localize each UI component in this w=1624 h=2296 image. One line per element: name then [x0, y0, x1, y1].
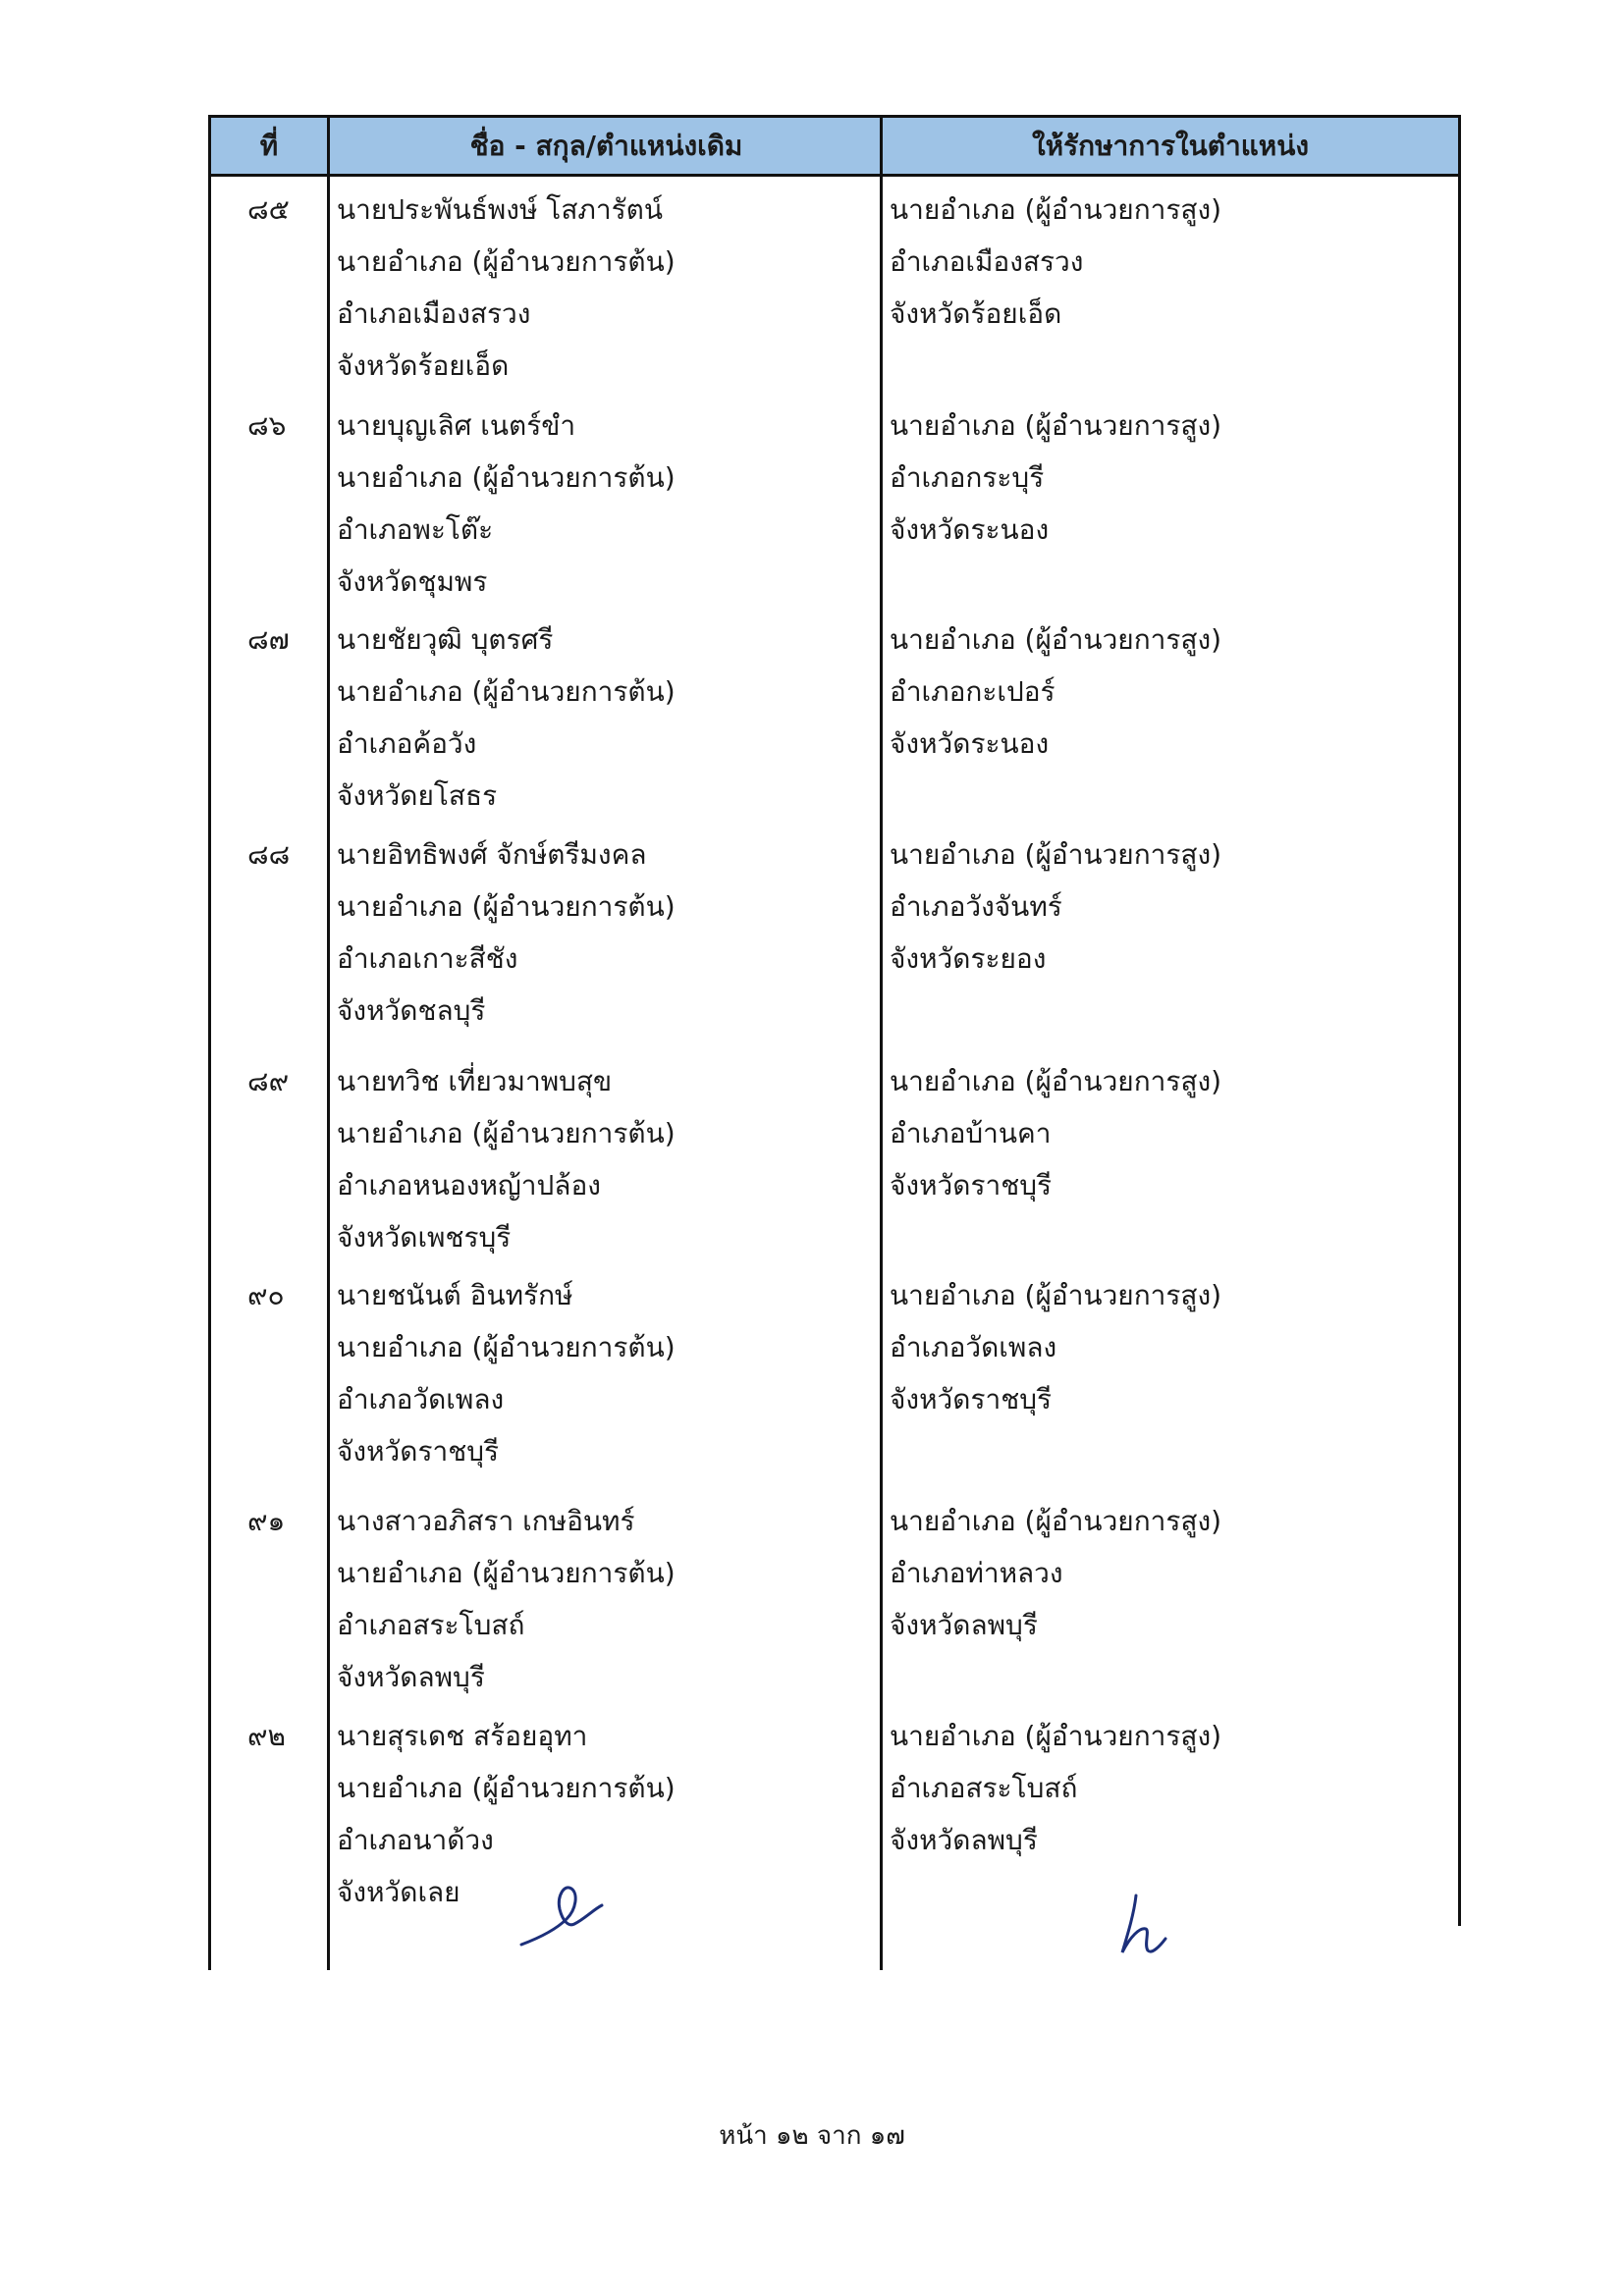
row-number: ๙๐ — [247, 1279, 285, 1311]
row-number: ๙๒ — [247, 1720, 286, 1752]
appointment-table — [208, 115, 1461, 1970]
new-province: จังหวัดลพบุรี — [890, 1609, 1038, 1641]
old-district: อำเภอหนองหญ้าปล้อง — [337, 1169, 601, 1201]
new-position-cell — [890, 828, 1221, 985]
new-position-cell — [890, 1710, 1221, 1866]
person-name: นายชัยวุฒิ บุตรศรี — [337, 623, 554, 656]
old-position-cell — [337, 614, 676, 822]
new-title: นายอำเภอ (ผู้อำนวยการสูง) — [890, 1720, 1222, 1752]
old-title: นายอำเภอ (ผู้อำนวยการต้น) — [337, 890, 676, 923]
header-number: ที่ — [259, 130, 279, 162]
person-name: นางสาวอภิสรา เกษอินทร์ — [337, 1505, 635, 1537]
old-position-cell — [337, 1269, 676, 1477]
row-number: ๘๗ — [247, 623, 290, 656]
page-number: หน้า ๑๒ จาก ๑๗ — [719, 2121, 905, 2151]
table-border-left — [208, 115, 211, 1970]
old-title: นายอำเภอ (ผู้อำนวยการต้น) — [337, 1331, 676, 1363]
column-divider-2 — [880, 115, 883, 1970]
old-title: นายอำเภอ (ผู้อำนวยการต้น) — [337, 461, 676, 494]
old-position-cell — [337, 828, 676, 1037]
new-position-cell — [890, 1055, 1221, 1211]
new-district: อำเภอกระบุรี — [890, 461, 1045, 494]
old-district: อำเภอสระโบสถ์ — [337, 1609, 525, 1641]
old-position-cell — [337, 184, 676, 392]
new-district: อำเภอบ้านคา — [890, 1117, 1052, 1149]
old-position-cell — [337, 1495, 676, 1703]
new-district: อำเภอสระโบสถ์ — [890, 1772, 1078, 1804]
new-district: อำเภอกะเปอร์ — [890, 675, 1056, 708]
row-number: ๙๑ — [247, 1505, 286, 1537]
old-province: จังหวัดชุมพร — [337, 565, 488, 598]
new-district: อำเภอท่าหลวง — [890, 1557, 1063, 1589]
person-name: นายบุญเลิศ เนตร์ขำ — [337, 409, 576, 442]
person-name: นายอิทธิพงศ์ จักษ์ตรีมงคล — [337, 838, 647, 871]
new-title: นายอำเภอ (ผู้อำนวยการสูง) — [890, 1279, 1222, 1311]
new-title: นายอำเภอ (ผู้อำนวยการสูง) — [890, 409, 1222, 442]
old-province: จังหวัดลพบุรี — [337, 1661, 485, 1693]
new-province: จังหวัดราชบุรี — [890, 1169, 1053, 1201]
new-province: จังหวัดระยอง — [890, 942, 1047, 975]
person-name: นายชนันต์ อินทรักษ์ — [337, 1279, 573, 1311]
table-header — [208, 115, 1461, 177]
old-province: จังหวัดราชบุรี — [337, 1435, 500, 1468]
old-province: จังหวัดยโสธร — [337, 779, 498, 812]
person-name: นายสุรเดช สร้อยอุทา — [337, 1720, 588, 1752]
new-position-cell — [890, 184, 1221, 340]
signature-initial-left — [515, 1880, 614, 1953]
row-number: ๘๖ — [247, 409, 287, 442]
new-province: จังหวัดลพบุรี — [890, 1824, 1038, 1856]
new-district: อำเภอวังจันทร์ — [890, 890, 1062, 923]
old-title: นายอำเภอ (ผู้อำนวยการต้น) — [337, 675, 676, 708]
old-district: อำเภอเกาะสีชัง — [337, 942, 518, 975]
person-name: นายประพันธ์พงษ์ โสภารัตน์ — [337, 193, 663, 226]
new-province: จังหวัดราชบุรี — [890, 1383, 1053, 1415]
old-district: อำเภอค้อวัง — [337, 727, 477, 760]
person-name: นายทวิช เที่ยวมาพบสุข — [337, 1065, 613, 1097]
old-district: อำเภอพะโต๊ะ — [337, 513, 494, 546]
new-title: นายอำเภอ (ผู้อำนวยการสูง) — [890, 838, 1222, 871]
old-province: จังหวัดร้อยเอ็ด — [337, 349, 510, 382]
old-district: อำเภอวัดเพลง — [337, 1383, 505, 1415]
row-number: ๘๙ — [247, 1065, 290, 1097]
old-title: นายอำเภอ (ผู้อำนวยการต้น) — [337, 245, 676, 278]
old-title: นายอำเภอ (ผู้อำนวยการต้น) — [337, 1557, 676, 1589]
new-position-cell — [890, 400, 1221, 556]
new-title: นายอำเภอ (ผู้อำนวยการสูง) — [890, 1065, 1222, 1097]
row-number: ๘๘ — [247, 838, 291, 871]
header-new-position: ให้รักษาการในตำแหน่ง — [1031, 130, 1310, 162]
table-border-right — [1458, 115, 1461, 1926]
signature-initial-right — [1114, 1890, 1183, 1963]
old-province: จังหวัดชลบุรี — [337, 994, 486, 1027]
new-title: นายอำเภอ (ผู้อำนวยการสูง) — [890, 1505, 1222, 1537]
new-position-cell — [890, 614, 1221, 770]
old-district: อำเภอเมืองสรวง — [337, 297, 531, 330]
new-province: จังหวัดระนอง — [890, 513, 1050, 546]
new-district: อำเภอวัดเพลง — [890, 1331, 1057, 1363]
old-position-cell — [337, 1710, 676, 1918]
old-position-cell — [337, 1055, 676, 1263]
new-position-cell — [890, 1269, 1221, 1425]
old-title: นายอำเภอ (ผู้อำนวยการต้น) — [337, 1117, 676, 1149]
header-old-position: ชื่อ - สกุล/ตำแหน่งเดิม — [469, 130, 743, 162]
new-district: อำเภอเมืองสรวง — [890, 245, 1084, 278]
old-province: จังหวัดเพชรบุรี — [337, 1221, 512, 1254]
new-title: นายอำเภอ (ผู้อำนวยการสูง) — [890, 193, 1222, 226]
new-province: จังหวัดร้อยเอ็ด — [890, 297, 1062, 330]
new-province: จังหวัดระนอง — [890, 727, 1050, 760]
old-title: นายอำเภอ (ผู้อำนวยการต้น) — [337, 1772, 676, 1804]
new-position-cell — [890, 1495, 1221, 1651]
old-district: อำเภอนาด้วง — [337, 1824, 494, 1856]
old-province: จังหวัดเลย — [337, 1876, 460, 1908]
new-title: นายอำเภอ (ผู้อำนวยการสูง) — [890, 623, 1222, 656]
row-number: ๘๕ — [247, 193, 290, 226]
column-divider-1 — [327, 115, 330, 1970]
old-position-cell — [337, 400, 676, 608]
